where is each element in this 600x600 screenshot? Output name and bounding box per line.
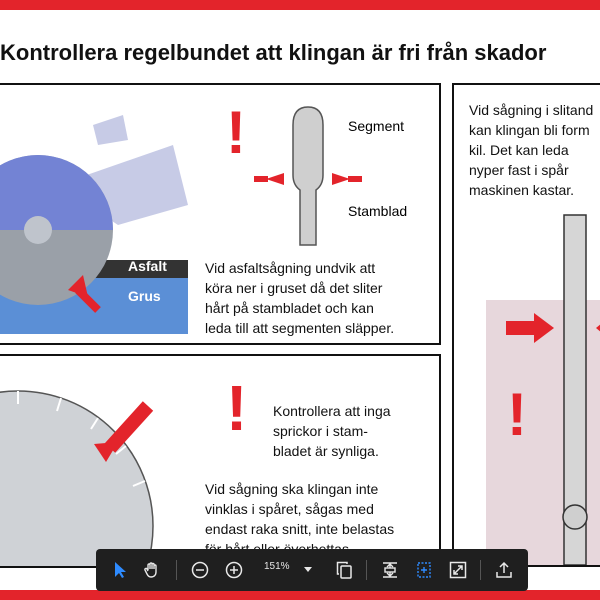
viewer-toolbar <box>96 549 528 591</box>
label-segment: Segment <box>348 118 405 134</box>
crack-check-text: Kontrollera att inga sprickor i stam- bladet är synliga. <box>273 403 391 459</box>
page-title: Kontrollera regelbundet att klingan är fri från skador <box>0 40 547 65</box>
zoom-dropdown-icon[interactable] <box>300 558 316 582</box>
blade-guard <box>0 155 113 230</box>
saw-handle <box>93 115 128 145</box>
right-arrow-icon <box>332 173 350 185</box>
left-arrow-icon <box>266 173 284 185</box>
left-arrow-shaft <box>254 176 268 182</box>
right-arrow-shaft <box>348 176 362 182</box>
label-asfalt: Asfalt <box>128 258 167 274</box>
pinch-arrow-shaft <box>506 321 536 335</box>
zoom-level[interactable]: 151% <box>264 561 290 572</box>
asphalt-panel <box>0 83 441 345</box>
label-stamblad: Stamblad <box>348 203 408 219</box>
crack-arrow-shaft <box>110 406 148 448</box>
top-red-band <box>0 0 600 10</box>
hand-pan-icon[interactable] <box>140 558 164 582</box>
cutting-instructions: Vid sågning ska klingan inte vinklas i spåret, sågas med endast raka snitt, inte belastas <box>205 481 395 537</box>
toolbar-divider <box>480 560 481 580</box>
fullscreen-icon[interactable] <box>446 558 470 582</box>
bottom-red-band <box>0 590 600 600</box>
segment-diagram <box>293 107 323 245</box>
blade-hub <box>24 216 52 244</box>
zoom-out-icon[interactable] <box>188 558 212 582</box>
zoom-in-icon[interactable] <box>222 558 246 582</box>
label-grus: Grus <box>128 288 161 304</box>
export-icon[interactable] <box>492 558 516 582</box>
select-pointer-icon[interactable] <box>108 558 132 582</box>
warning-icon: ! <box>226 372 248 444</box>
fit-height-icon[interactable] <box>378 558 402 582</box>
toolbar-divider <box>176 560 177 580</box>
wedge-panel <box>452 83 600 567</box>
blade-tip <box>563 505 587 529</box>
warning-icon: ! <box>507 381 527 448</box>
warning-icon: ! <box>226 99 246 166</box>
asphalt-instructions: Vid asfaltsågning undvik att köra ner i gruset då det sliter hårt på stambladet och kan leda till att segmenten släpper. <box>205 260 395 336</box>
copy-icon[interactable] <box>332 558 356 582</box>
wedge-instructions: Vid sågning i slitand kan klingan bli form kil. Det kan leda nyper fast i spår maskinen kastar. <box>469 102 594 198</box>
toolbar-divider <box>366 560 367 580</box>
fit-page-icon[interactable] <box>412 558 436 582</box>
wedge-illustration <box>454 85 600 565</box>
blade-check-panel <box>0 354 441 568</box>
